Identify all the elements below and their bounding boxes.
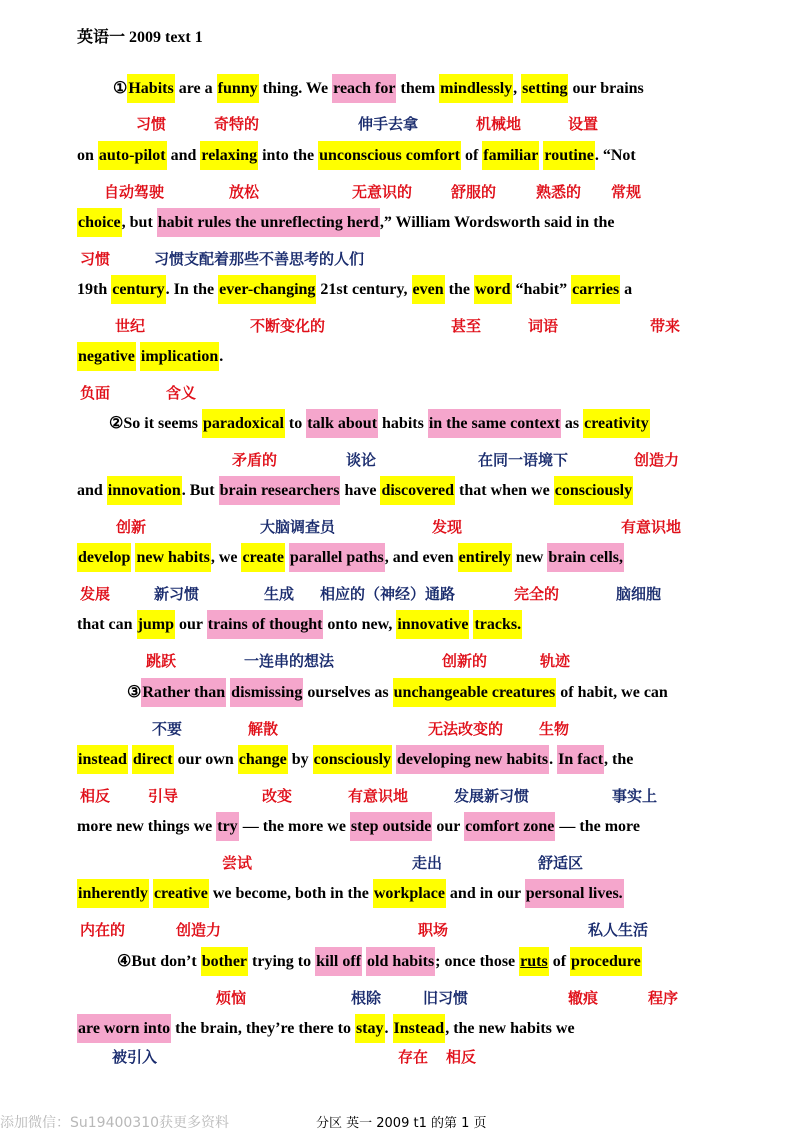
highlighted-phrase: procedure: [570, 947, 642, 976]
chinese-annotation: 内在的: [80, 921, 126, 939]
chinese-annotation: 事实上: [612, 787, 658, 805]
chinese-annotation: 私人生活: [588, 921, 649, 939]
text-segment: thing. We: [258, 80, 333, 97]
chinese-annotation: 舒服的: [451, 183, 497, 201]
highlighted-phrase: Instead: [393, 1014, 446, 1043]
text-segment: that can: [77, 616, 137, 633]
chinese-annotation: 舒适区: [538, 854, 584, 872]
chinese-annotation: 无法改变的: [428, 720, 504, 738]
text-segment: we become, both in the: [208, 885, 373, 902]
chinese-annotation: 自动驾驶: [104, 183, 165, 201]
chinese-annotation: 一连串的想法: [244, 652, 335, 670]
chinese-annotation: 负面: [80, 384, 111, 402]
highlighted-phrase: ever-changing: [218, 275, 316, 304]
chinese-annotation: 存在: [398, 1048, 429, 1066]
highlighted-phrase: Habits: [127, 74, 174, 103]
text-line: [77, 342, 737, 372]
chinese-annotation: 在同一语境下: [478, 451, 569, 469]
highlighted-phrase: personal lives.: [525, 879, 624, 908]
chinese-annotation: 解散: [248, 720, 279, 738]
highlighted-phrase: familiar: [482, 141, 539, 170]
chinese-annotation: 甚至: [451, 317, 482, 335]
highlighted-phrase: consciously: [554, 476, 633, 505]
text-segment: have: [340, 482, 381, 499]
highlighted-phrase: auto-pilot: [98, 141, 167, 170]
text-line: [77, 812, 737, 842]
chinese-annotation: 发展: [80, 585, 111, 603]
highlighted-phrase: comfort zone: [464, 812, 555, 841]
chinese-annotation: 伸手去拿: [358, 115, 419, 133]
text-segment: and: [166, 147, 201, 164]
text-segment: — the more: [555, 818, 640, 835]
highlighted-phrase: mindlessly: [439, 74, 513, 103]
text-segment: 21st century,: [316, 281, 412, 298]
highlighted-phrase: creative: [153, 879, 209, 908]
highlighted-phrase: century: [111, 275, 165, 304]
chinese-annotation: 职场: [418, 921, 449, 939]
text-line: [77, 409, 769, 439]
text-segment: our: [432, 818, 465, 835]
chinese-annotation: 词语: [528, 317, 559, 335]
text-segment: and: [77, 482, 107, 499]
text-segment: the: [444, 281, 474, 298]
page-title: 英语一 2009 text 1: [77, 29, 203, 46]
highlighted-phrase: develop: [77, 543, 131, 572]
highlighted-phrase: in the same context: [428, 409, 561, 438]
chinese-annotation: 世纪: [115, 317, 146, 335]
chinese-annotation: 机械地: [476, 115, 522, 133]
highlighted-phrase: kill off: [315, 947, 362, 976]
highlighted-phrase: Rather than: [141, 678, 226, 707]
text-segment: habits: [378, 415, 428, 432]
highlighted-phrase: negative: [77, 342, 136, 371]
text-segment: , but: [121, 214, 157, 231]
highlighted-phrase: jump: [137, 610, 175, 639]
text-segment: a: [620, 281, 633, 298]
text-line: [77, 947, 777, 977]
text-segment: .: [384, 1020, 393, 1037]
highlighted-phrase: relaxing: [200, 141, 258, 170]
highlighted-phrase: word: [474, 275, 512, 304]
text-segment: into the: [258, 147, 319, 164]
page-number: 分区 英一 2009 t1 的第 1 页: [316, 1116, 487, 1131]
highlighted-phrase: trains of thought: [207, 610, 324, 639]
watermark-text: 添加微信：Su19400310获更多资料: [0, 1115, 230, 1131]
chinese-annotation: 烦恼: [216, 989, 247, 1007]
highlighted-phrase: carries: [571, 275, 620, 304]
highlighted-phrase: In fact: [557, 745, 604, 774]
chinese-annotation: 含义: [166, 384, 197, 402]
text-line: [77, 745, 737, 775]
text-segment: 19th: [77, 281, 112, 298]
chinese-annotation: 有意识地: [621, 518, 682, 536]
text-segment: ,: [513, 80, 522, 97]
text-segment: trying to: [248, 953, 316, 970]
highlighted-phrase: creativity: [583, 409, 650, 438]
text-segment: ②So it seems: [109, 415, 202, 432]
highlighted-phrase: discovered: [380, 476, 455, 505]
text-segment: ④But don’t: [117, 953, 201, 970]
text-segment: , and even: [384, 549, 458, 566]
highlighted-phrase: tracks.: [473, 610, 522, 639]
text-line: [77, 208, 737, 238]
text-segment: .: [549, 751, 558, 768]
text-segment: our own: [173, 751, 238, 768]
text-segment: more new things we: [77, 818, 217, 835]
chinese-annotation: 根除: [351, 989, 382, 1007]
highlighted-phrase: entirely: [458, 543, 512, 572]
highlighted-phrase: bother: [201, 947, 248, 976]
highlighted-phrase: brain researchers: [219, 476, 341, 505]
chinese-annotation: 发展新习惯: [454, 787, 530, 805]
text-segment: . In the: [165, 281, 219, 298]
chinese-annotation: 放松: [229, 183, 260, 201]
text-segment: to: [284, 415, 307, 432]
text-segment: on: [77, 147, 98, 164]
text-line: [77, 610, 737, 640]
text-segment: onto new,: [323, 616, 397, 633]
highlighted-phrase: reach for: [332, 74, 396, 103]
chinese-annotation: 相应的（神经）通路: [320, 585, 456, 603]
highlighted-phrase: unconscious comfort: [318, 141, 461, 170]
text-line: [77, 476, 737, 506]
highlighted-phrase: unchangeable creatures: [393, 678, 557, 707]
highlighted-phrase: developing new habits: [396, 745, 549, 774]
highlighted-phrase: create: [241, 543, 284, 572]
text-line: [77, 678, 787, 708]
text-segment: our brains: [568, 80, 644, 97]
text-line: [77, 543, 737, 573]
highlighted-phrase: direct: [132, 745, 174, 774]
text-segment: new: [511, 549, 548, 566]
text-segment: ourselves as: [303, 684, 393, 701]
chinese-annotation: 生物: [539, 720, 570, 738]
text-segment: them: [396, 80, 440, 97]
chinese-annotation: 习惯: [80, 250, 111, 268]
chinese-annotation: 尝试: [222, 854, 253, 872]
highlighted-phrase: brain cells,: [547, 543, 624, 572]
highlighted-phrase: innovative: [396, 610, 469, 639]
highlighted-phrase: change: [238, 745, 288, 774]
text-segment: ①: [113, 80, 128, 97]
chinese-annotation: 不断变化的: [250, 317, 326, 335]
chinese-annotation: 谈论: [346, 451, 377, 469]
text-line: [77, 1014, 737, 1044]
chinese-annotation: 创造力: [634, 451, 680, 469]
text-segment: by: [287, 751, 313, 768]
chinese-annotation: 创新的: [442, 652, 488, 670]
highlighted-phrase: new habits: [135, 543, 210, 572]
chinese-annotation: 被引入: [112, 1048, 158, 1066]
chinese-annotation: 大脑调查员: [260, 518, 336, 536]
chinese-annotation: 习惯支配着那些不善思考的人们: [154, 250, 365, 268]
text-line: [77, 879, 737, 909]
chinese-annotation: 常规: [611, 183, 642, 201]
highlighted-phrase: old habits: [366, 947, 435, 976]
text-segment: as: [560, 415, 584, 432]
text-segment: ; once those: [435, 953, 520, 970]
highlighted-phrase: funny: [217, 74, 259, 103]
highlighted-phrase: instead: [77, 745, 128, 774]
chinese-annotation: 有意识地: [348, 787, 409, 805]
chinese-annotation: 相反: [446, 1048, 477, 1066]
text-segment: of habit, we can: [556, 684, 668, 701]
text-segment: of: [460, 147, 483, 164]
chinese-annotation: 熟悉的: [536, 183, 582, 201]
highlighted-phrase: habit rules the unreflecting herd: [157, 208, 380, 237]
text-segment: of: [548, 953, 571, 970]
chinese-annotation: 走出: [412, 854, 443, 872]
chinese-annotation: 生成: [264, 585, 295, 603]
text-segment: , the: [604, 751, 634, 768]
text-segment: “habit”: [511, 281, 572, 298]
highlighted-phrase: talk about: [306, 409, 378, 438]
chinese-annotation: 脑细胞: [616, 585, 662, 603]
chinese-annotation: 新习惯: [154, 585, 200, 603]
text-segment: ③: [127, 684, 142, 701]
chinese-annotation: 轨迹: [540, 652, 571, 670]
text-segment: , the new habits we: [445, 1020, 575, 1037]
text-segment: . But: [181, 482, 219, 499]
chinese-annotation: 不要: [152, 720, 183, 738]
chinese-annotation: 创新: [116, 518, 147, 536]
highlighted-phrase: routine: [543, 141, 594, 170]
highlighted-phrase: parallel paths: [289, 543, 385, 572]
highlighted-phrase: workplace: [373, 879, 446, 908]
text-segment: and in our: [445, 885, 525, 902]
text-segment: — the more we: [238, 818, 350, 835]
highlighted-phrase: dismissing: [230, 678, 303, 707]
chinese-annotation: 设置: [568, 115, 599, 133]
chinese-annotation: 无意识的: [352, 183, 413, 201]
text-segment: , we: [210, 549, 242, 566]
highlighted-phrase: paradoxical: [202, 409, 285, 438]
text-line: [77, 74, 773, 104]
text-line: [77, 275, 737, 305]
highlighted-phrase: ruts: [519, 947, 549, 976]
chinese-annotation: 发现: [432, 518, 463, 536]
highlighted-phrase: inherently: [77, 879, 149, 908]
highlighted-phrase: implication: [140, 342, 219, 371]
chinese-annotation: 跳跃: [146, 652, 177, 670]
chinese-annotation: 旧习惯: [423, 989, 469, 1007]
chinese-annotation: 相反: [80, 787, 111, 805]
chinese-annotation: 完全的: [514, 585, 560, 603]
highlighted-phrase: step outside: [350, 812, 432, 841]
highlighted-phrase: choice: [77, 208, 122, 237]
chinese-annotation: 改变: [262, 787, 293, 805]
chinese-annotation: 创造力: [176, 921, 222, 939]
text-segment: the brain, they’re there to: [171, 1020, 355, 1037]
chinese-annotation: 习惯: [136, 115, 167, 133]
highlighted-phrase: are worn into: [77, 1014, 171, 1043]
highlighted-phrase: setting: [521, 74, 568, 103]
chinese-annotation: 带来: [650, 317, 681, 335]
chinese-annotation: 引导: [148, 787, 179, 805]
highlighted-phrase: stay: [355, 1014, 385, 1043]
chinese-annotation: 奇特的: [214, 115, 260, 133]
highlighted-phrase: innovation: [107, 476, 182, 505]
text-segment: are a: [174, 80, 217, 97]
text-segment: that when we: [455, 482, 554, 499]
text-segment: ,” William Wordsworth said in the: [379, 214, 615, 231]
text-segment: .: [219, 348, 224, 365]
highlighted-phrase: consciously: [313, 745, 392, 774]
chinese-annotation: 辙痕: [568, 989, 599, 1007]
text-line: [77, 141, 737, 171]
highlighted-phrase: even: [412, 275, 445, 304]
highlighted-phrase: try: [216, 812, 238, 841]
chinese-annotation: 矛盾的: [232, 451, 278, 469]
text-segment: . “Not: [594, 147, 636, 164]
chinese-annotation: 程序: [648, 989, 679, 1007]
text-segment: our: [175, 616, 207, 633]
